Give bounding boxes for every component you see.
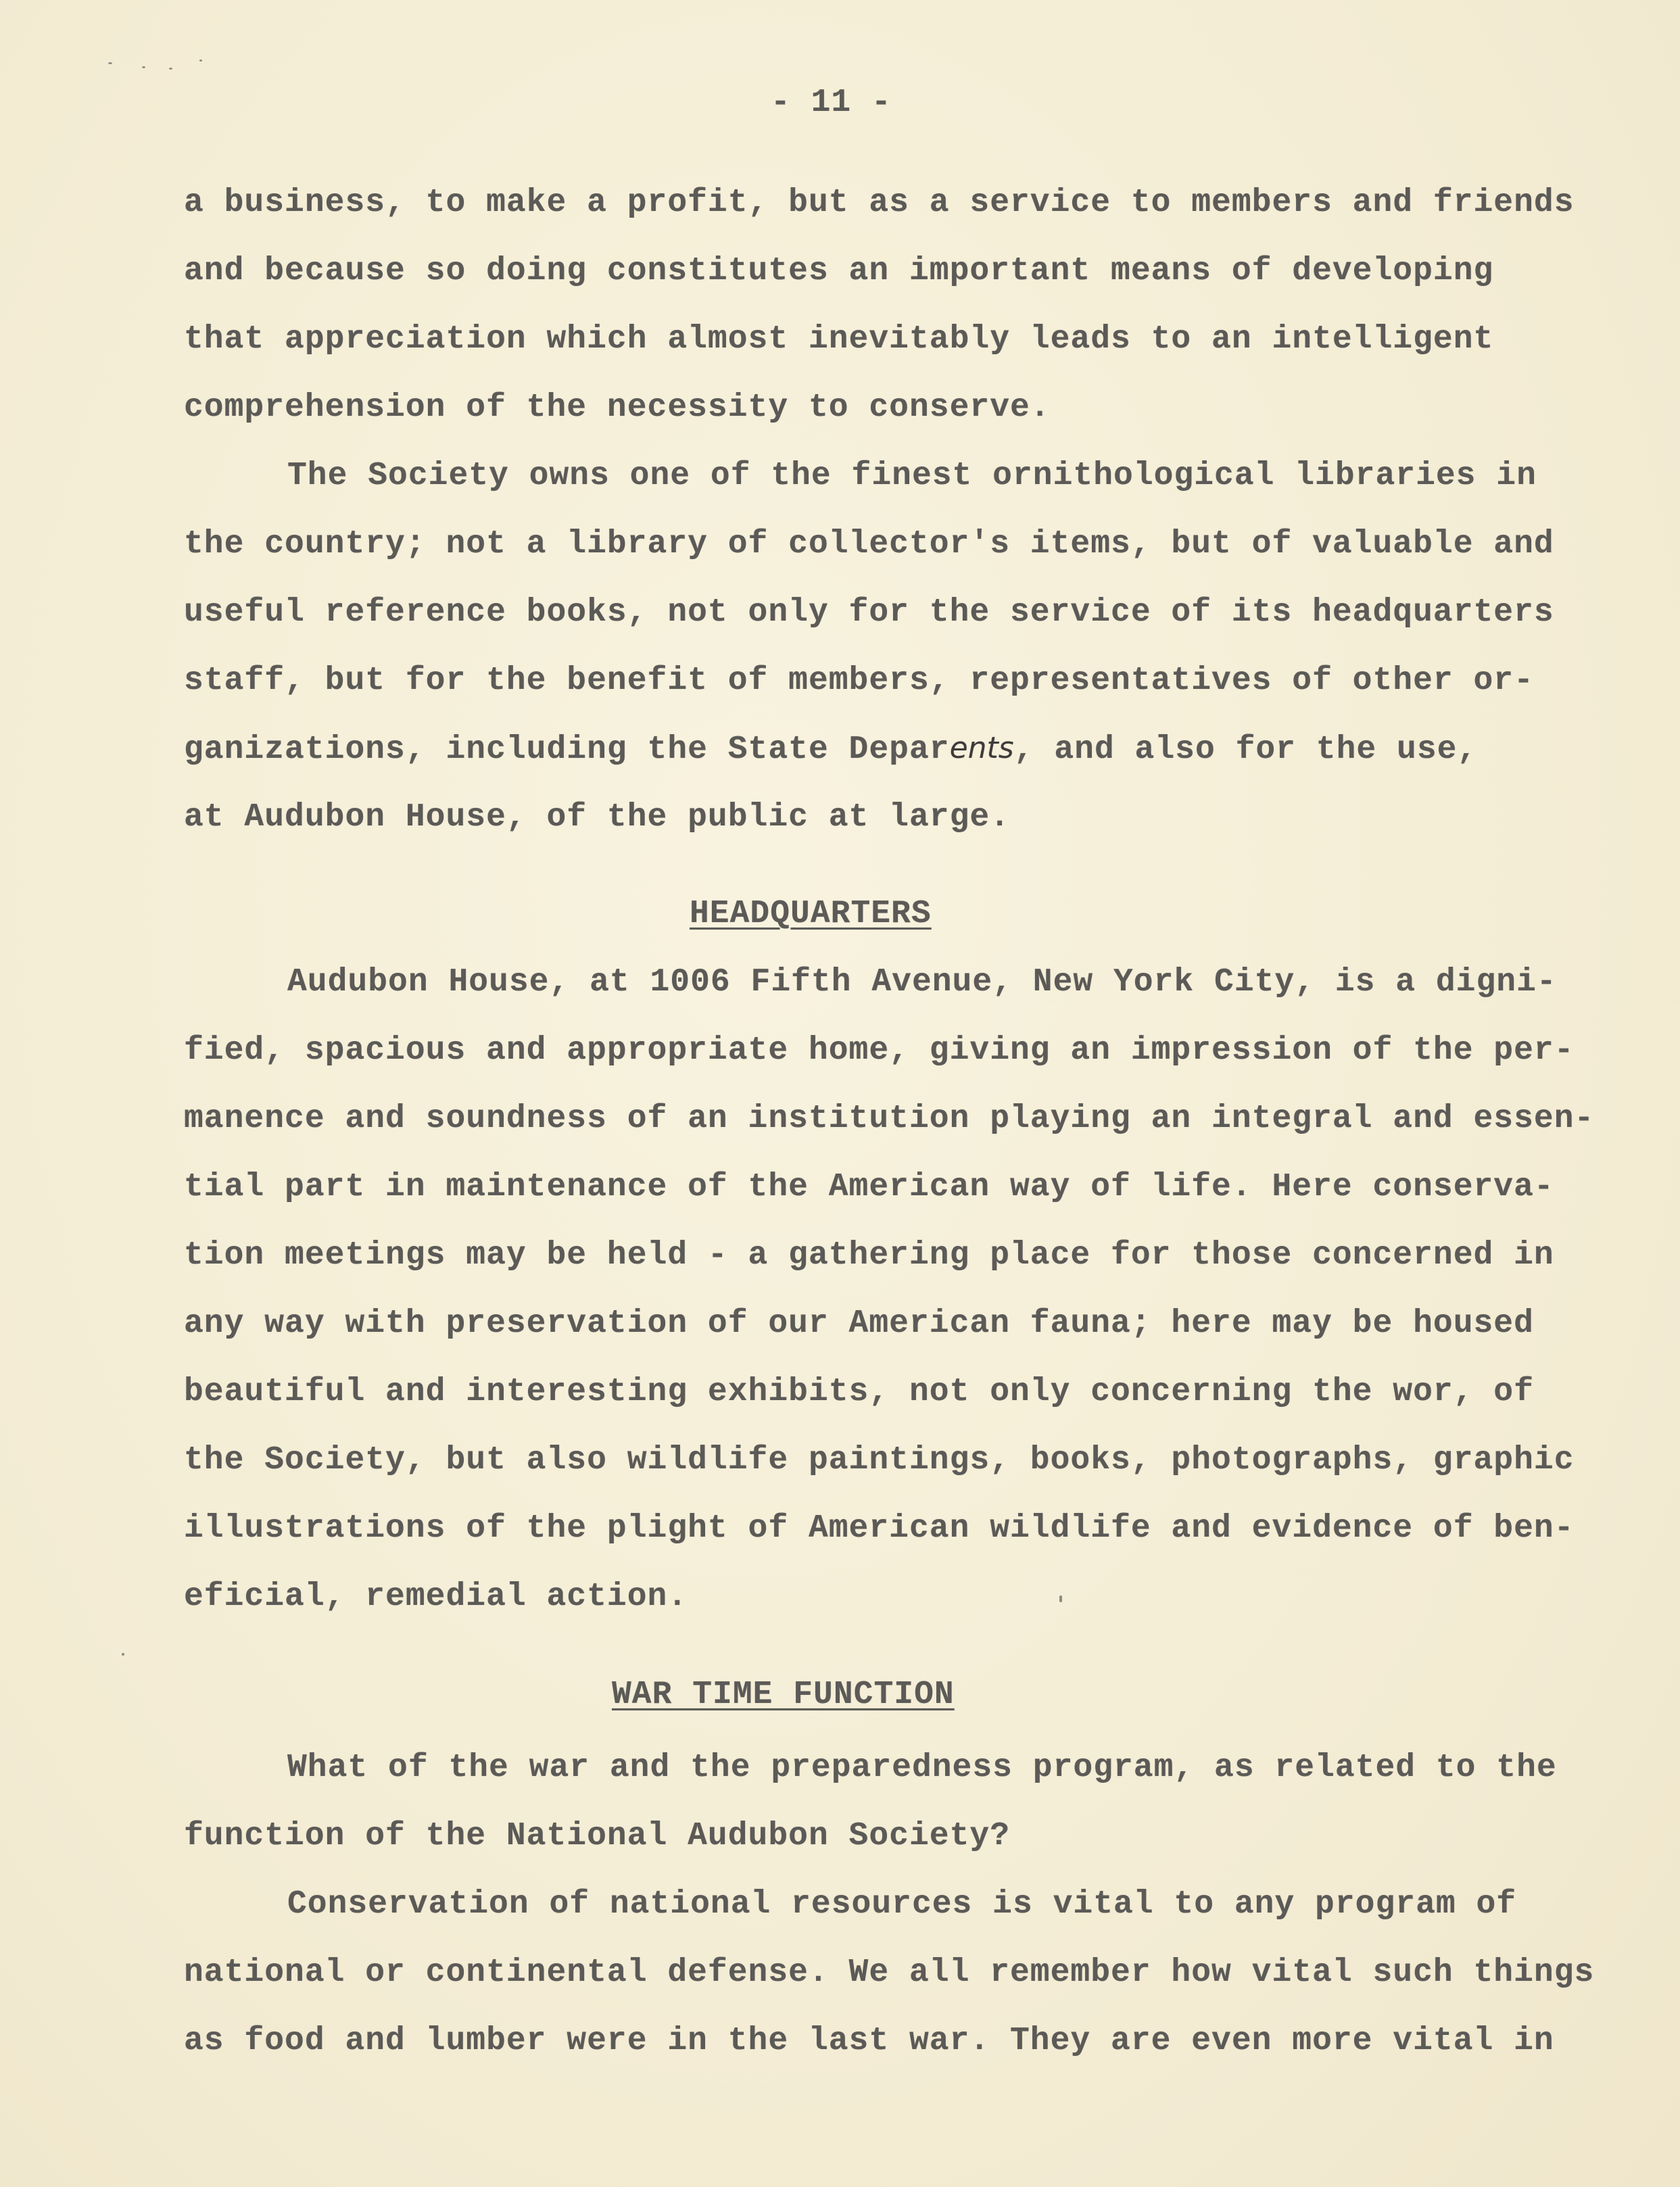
paragraph1-line2: and because so doing constitutes an important means of developing	[184, 253, 1494, 289]
paragraph2-line5-rest: , and also for the use,	[1013, 731, 1478, 768]
paragraph2-line2: the country; not a library of collector's items, but of valuable and	[184, 526, 1554, 562]
paragraph3-line4: tial part in maintenance of the American way of life. Here conserva-	[184, 1169, 1554, 1205]
paragraph2-line5-typed: ganizations, including the State Depar	[184, 731, 950, 768]
handwritten-correction: ents	[949, 731, 1014, 765]
paper-speck	[108, 62, 112, 64]
paragraph3-line6: any way with preservation of our American fauna; here may be housed	[184, 1305, 1534, 1342]
paragraph3-line2: fied, spacious and appropriate home, giving an impression of the per-	[184, 1032, 1575, 1069]
paragraph2-line5	[184, 731, 1477, 768]
paragraph3-line8: the Society, but also wildlife paintings, books, photographs, graphic	[184, 1442, 1575, 1479]
paragraph1-line1: a business, to make a profit, but as a service to members and friends	[184, 185, 1575, 221]
paragraph5-line3: as food and lumber were in the last war. They are even more vital in	[184, 2023, 1554, 2059]
paragraph3-line3: manence and soundness of an institution playing an integral and essen-	[184, 1101, 1595, 1137]
paper-speck	[1059, 1595, 1062, 1602]
paper-speck	[169, 68, 172, 70]
paragraph3-line7: beautiful and interesting exhibits, not only concerning the wor, of	[184, 1374, 1534, 1410]
paragraph3-line9: illustrations of the plight of American wildlife and evidence of ben-	[184, 1510, 1575, 1547]
paragraph1-line4: comprehension of the necessity to conserve.	[184, 389, 1051, 426]
paragraph4-line2: function of the National Audubon Society?	[184, 1818, 1010, 1854]
paragraph3-line5: tion meetings may be held - a gathering place for those concerned in	[184, 1237, 1554, 1274]
paper-speck	[122, 1653, 124, 1656]
section-heading-war-time-function: WAR TIME FUNCTION	[612, 1677, 955, 1713]
paper-speck	[199, 59, 202, 62]
paragraph2-line1: The Society owns one of the finest ornithological libraries in	[287, 458, 1537, 494]
paragraph2-line6: at Audubon House, of the public at large.	[184, 799, 1010, 836]
page-number: - 11 -	[771, 85, 892, 121]
paragraph3-line1: Audubon House, at 1006 Fifth Avenue, New York City, is a digni-	[287, 964, 1557, 1001]
paragraph4-line1: What of the war and the preparedness program, as related to the	[287, 1750, 1557, 1786]
paragraph2-line3: useful reference books, not only for the service of its headquarters	[184, 594, 1554, 631]
paragraph2-line4: staff, but for the benefit of members, representatives of other or-	[184, 663, 1534, 699]
paragraph3-line10: eficial, remedial action.	[184, 1579, 688, 1615]
paper-speck	[142, 66, 145, 68]
paragraph5-line1: Conservation of national resources is vital to any program of	[287, 1886, 1517, 1923]
paragraph1-line3: that appreciation which almost inevitably leads to an intelligent	[184, 321, 1494, 358]
paragraph5-line2: national or continental defense. We all remember how vital such things	[184, 1954, 1595, 1991]
section-heading-headquarters: HEADQUARTERS	[690, 896, 932, 932]
